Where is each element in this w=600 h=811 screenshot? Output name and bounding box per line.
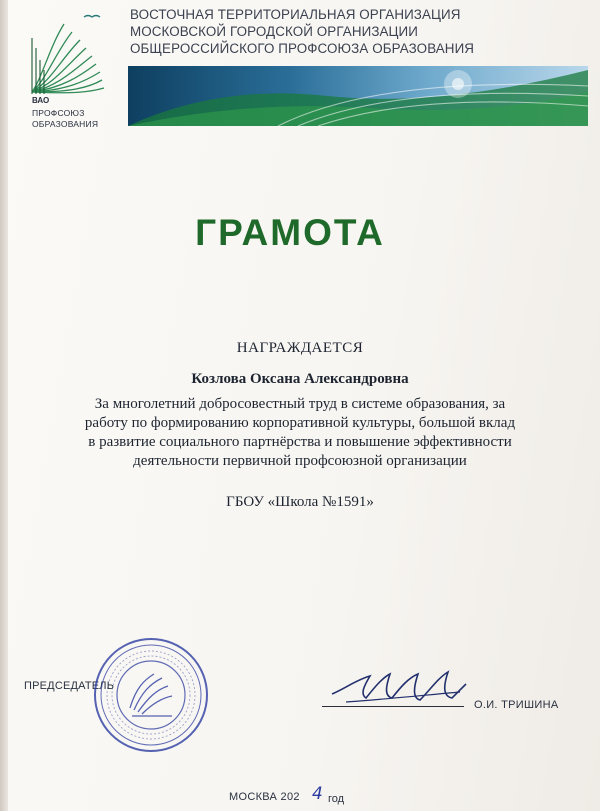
logo-caption-line-2: ОБРАЗОВАНИЯ <box>32 119 99 129</box>
reason-line-4: деятельности первичной профсоюзной организации <box>133 453 467 469</box>
award-reason <box>60 395 540 471</box>
banner-graphic-icon <box>128 66 588 126</box>
reason-line-1: За многолетний добросовестный труд в системе образования, за <box>94 396 506 412</box>
reason-line-3: в развитие социального партнёрства и повышение эффективности <box>88 434 512 450</box>
organization-line-1: ВОСТОЧНАЯ ТЕРРИТОРИАЛЬНАЯ ОРГАНИЗАЦИЯ <box>130 7 461 22</box>
awarded-label: НАГРАЖДАЕТСЯ <box>236 340 364 356</box>
recipient-name: Козлова Оксана Александровна <box>191 371 409 387</box>
header-banner-image <box>128 66 588 126</box>
organization-line-3: ОБЩЕРОССИЙСКОГО ПРОФСОЮЗА ОБРАЗОВАНИЯ <box>130 41 475 56</box>
reason-line-2: работу по формированию корпоративной культуры, большой вклад <box>84 415 516 431</box>
signature-line <box>322 706 464 707</box>
paper-shadow-edge <box>0 0 8 811</box>
year-suffix: год <box>328 793 345 805</box>
logo-caption-line-1: ПРОФСОЮЗ <box>32 108 85 118</box>
city-year: МОСКВА 202 <box>229 791 300 803</box>
school-name: ГБОУ «Школа №1591» <box>226 494 374 510</box>
organization-line-2: МОСКОВСКОЙ ГОРОДСКОЙ ОРГАНИЗАЦИИ <box>130 24 418 39</box>
signature-icon <box>326 664 470 712</box>
logo-abbreviation: ВАО <box>32 96 50 105</box>
chairman-label: ПРЕДСЕДАТЕЛЬ <box>24 680 115 692</box>
document-title: ГРАМОТА <box>195 212 385 253</box>
organization-name <box>130 6 590 57</box>
official-stamp-icon <box>92 636 210 754</box>
handwritten-year-digit: 4 <box>312 784 323 804</box>
signer-name: О.И. ТРИШИНА <box>474 699 559 711</box>
